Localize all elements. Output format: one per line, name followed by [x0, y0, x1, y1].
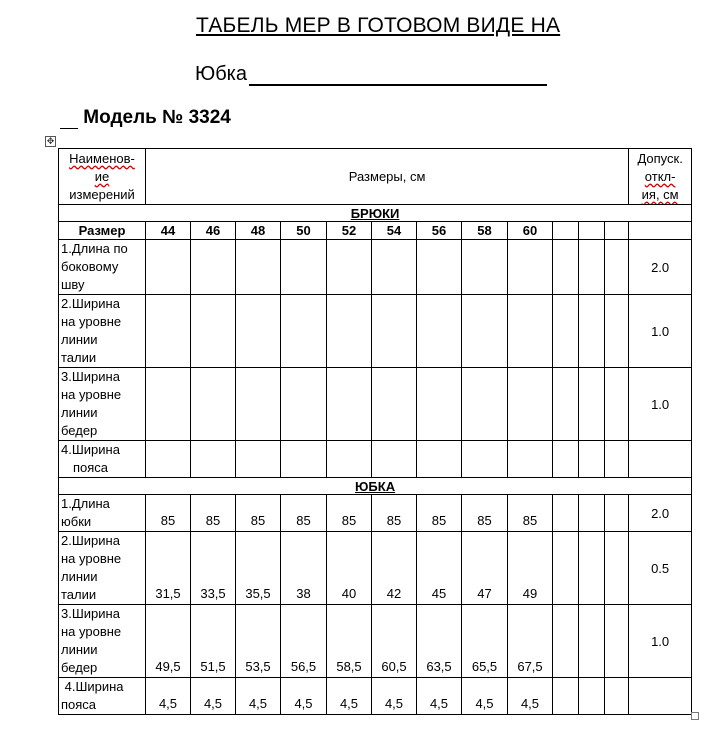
- size-cell: [605, 222, 629, 240]
- measurement-label-line: талии: [61, 350, 97, 365]
- measurement-label-line: бедер: [61, 423, 98, 438]
- value-cell: [605, 295, 629, 368]
- tolerance-cell: 0.5: [629, 532, 692, 605]
- table-move-handle-icon[interactable]: ✥: [46, 136, 55, 146]
- measurement-table: [58, 148, 692, 715]
- value-cell: [146, 295, 191, 368]
- value-cell: [281, 368, 327, 441]
- measurement-label-line: линии: [61, 332, 98, 347]
- value-cell: 85: [236, 495, 281, 532]
- value-cell: [553, 532, 579, 605]
- value-cell: [605, 240, 629, 295]
- value-cell: 33,5: [191, 532, 236, 605]
- size-cell: [579, 222, 605, 240]
- value-cell: [579, 678, 605, 715]
- header-tol-line: откл-: [644, 168, 676, 184]
- header-name-line: измерений: [69, 186, 135, 202]
- tolerance-cell: 1.0: [629, 605, 692, 678]
- value-cell: [508, 368, 553, 441]
- tolerance-header: [629, 149, 692, 205]
- table-row: [59, 678, 692, 715]
- value-cell: [605, 532, 629, 605]
- value-cell: [281, 295, 327, 368]
- tolerance-cell: 2.0: [629, 240, 692, 295]
- measurement-label-line: линии: [61, 405, 98, 420]
- value-cell: 51,5: [191, 605, 236, 678]
- value-cell: 42: [372, 532, 417, 605]
- header-tol-line: ия, см: [641, 186, 679, 202]
- model-heading: [60, 107, 231, 129]
- value-cell: 65,5: [462, 605, 508, 678]
- measurement-label-line: 4.Ширина: [61, 679, 124, 694]
- value-cell: 45: [417, 532, 462, 605]
- product-line: [195, 63, 547, 86]
- value-cell: [372, 441, 417, 478]
- value-cell: 31,5: [146, 532, 191, 605]
- value-cell: [146, 368, 191, 441]
- size-row-label: Размер: [59, 222, 146, 240]
- value-cell: [605, 441, 629, 478]
- measurement-label: [59, 368, 146, 441]
- table-row: [59, 295, 692, 368]
- value-cell: [146, 441, 191, 478]
- value-cell: [579, 240, 605, 295]
- measurement-label-line: шву: [61, 277, 85, 292]
- section-title-trousers: БРЮКИ: [59, 205, 692, 222]
- value-cell: 4,5: [281, 678, 327, 715]
- value-cell: [553, 295, 579, 368]
- measurement-label-line: 4.Ширина: [61, 442, 120, 457]
- value-cell: [605, 678, 629, 715]
- measurement-label: [59, 532, 146, 605]
- value-cell: 47: [462, 532, 508, 605]
- value-cell: 49: [508, 532, 553, 605]
- value-cell: [417, 240, 462, 295]
- value-cell: [462, 441, 508, 478]
- value-cell: [372, 240, 417, 295]
- measurement-label-line: на уровне: [61, 314, 122, 329]
- measurement-label-line: линии: [61, 642, 98, 657]
- section-row-skirt: [59, 478, 692, 495]
- value-cell: [462, 295, 508, 368]
- table-row: [59, 240, 692, 295]
- value-cell: [462, 368, 508, 441]
- value-cell: [605, 605, 629, 678]
- measurement-label-line: на уровне: [61, 551, 122, 566]
- size-cell: [553, 222, 579, 240]
- model-underline: [60, 110, 78, 129]
- value-cell: 85: [146, 495, 191, 532]
- value-cell: 4,5: [327, 678, 372, 715]
- model-number: Модель № 3324: [83, 107, 231, 128]
- value-cell: [236, 368, 281, 441]
- size-cell: 58: [462, 222, 508, 240]
- value-cell: [191, 441, 236, 478]
- value-cell: 85: [417, 495, 462, 532]
- value-cell: 4,5: [508, 678, 553, 715]
- value-cell: [579, 295, 605, 368]
- size-row: [59, 222, 692, 240]
- value-cell: [579, 532, 605, 605]
- value-cell: [579, 441, 605, 478]
- measurement-label: [59, 495, 146, 532]
- table-resize-handle[interactable]: [691, 712, 699, 720]
- measurement-label-line: талии: [61, 587, 97, 602]
- header-name-line: ие: [94, 168, 110, 184]
- value-cell: [553, 605, 579, 678]
- size-cell: 60: [508, 222, 553, 240]
- value-cell: [281, 240, 327, 295]
- tolerance-cell: 2.0: [629, 495, 692, 532]
- value-cell: [327, 441, 372, 478]
- size-tolerance-cell: [629, 222, 692, 240]
- document-title: ТАБЕЛЬ МЕР В ГОТОВОМ ВИДЕ НА: [196, 14, 561, 37]
- measurement-label: [59, 605, 146, 678]
- header-tol-line: Допуск.: [637, 150, 683, 166]
- table-row: [59, 441, 692, 478]
- measurement-label-line: 1.Длина: [61, 496, 110, 511]
- measurement-label-line: 1.Длина по: [61, 241, 128, 256]
- measurement-name-header: [59, 149, 146, 205]
- size-cell: 44: [146, 222, 191, 240]
- value-cell: 53,5: [236, 605, 281, 678]
- value-cell: 4,5: [372, 678, 417, 715]
- size-cell: 46: [191, 222, 236, 240]
- value-cell: [579, 495, 605, 532]
- value-cell: 85: [508, 495, 553, 532]
- measurement-label-line: боковому: [61, 259, 119, 274]
- value-cell: 85: [462, 495, 508, 532]
- header-name-line: Наименов-: [69, 150, 135, 166]
- value-cell: [462, 240, 508, 295]
- value-cell: [191, 240, 236, 295]
- value-cell: 56,5: [281, 605, 327, 678]
- measurement-label: [59, 240, 146, 295]
- value-cell: [508, 441, 553, 478]
- table-row: [59, 495, 692, 532]
- value-cell: [281, 441, 327, 478]
- size-cell: 52: [327, 222, 372, 240]
- table-row: [59, 532, 692, 605]
- value-cell: [236, 295, 281, 368]
- measurement-label-line: линии: [61, 569, 98, 584]
- value-cell: 4,5: [462, 678, 508, 715]
- measurement-label-line: 2.Ширина: [61, 533, 120, 548]
- value-cell: [236, 441, 281, 478]
- value-cell: 60,5: [372, 605, 417, 678]
- value-cell: 38: [281, 532, 327, 605]
- value-cell: 4,5: [146, 678, 191, 715]
- measurement-label-line: на уровне: [61, 624, 122, 639]
- size-cell: 56: [417, 222, 462, 240]
- value-cell: [579, 605, 605, 678]
- value-cell: [417, 441, 462, 478]
- fill-in-line: [249, 64, 547, 86]
- measurement-label-line: 3.Ширина: [61, 606, 120, 621]
- measurement-label: [59, 295, 146, 368]
- value-cell: [605, 495, 629, 532]
- value-cell: [508, 240, 553, 295]
- measurement-label-line: пояса: [61, 697, 97, 712]
- value-cell: [417, 368, 462, 441]
- value-cell: 49,5: [146, 605, 191, 678]
- measurement-label-line: бедер: [61, 660, 98, 675]
- measurement-label: [59, 441, 146, 478]
- value-cell: 85: [372, 495, 417, 532]
- measurement-label-line: 3.Ширина: [61, 369, 120, 384]
- value-cell: 85: [281, 495, 327, 532]
- value-cell: [417, 295, 462, 368]
- value-cell: 4,5: [191, 678, 236, 715]
- value-cell: [508, 295, 553, 368]
- table-row: [59, 368, 692, 441]
- tolerance-cell: [629, 441, 692, 478]
- tolerance-cell: 1.0: [629, 295, 692, 368]
- value-cell: [553, 678, 579, 715]
- value-cell: 58,5: [327, 605, 372, 678]
- value-cell: [553, 240, 579, 295]
- value-cell: [236, 240, 281, 295]
- measurement-label-line: 2.Ширина: [61, 296, 120, 311]
- value-cell: 63,5: [417, 605, 462, 678]
- section-row-trousers: [59, 205, 692, 222]
- value-cell: 85: [191, 495, 236, 532]
- value-cell: 40: [327, 532, 372, 605]
- value-cell: 85: [327, 495, 372, 532]
- tolerance-cell: 1.0: [629, 368, 692, 441]
- measurement-label: [59, 678, 146, 715]
- value-cell: [553, 368, 579, 441]
- value-cell: [327, 240, 372, 295]
- value-cell: [191, 368, 236, 441]
- tolerance-cell: [629, 678, 692, 715]
- product-name: Юбка: [195, 63, 247, 85]
- value-cell: [553, 495, 579, 532]
- size-cell: 54: [372, 222, 417, 240]
- measurement-label-line: юбки: [61, 514, 92, 529]
- value-cell: [146, 240, 191, 295]
- value-cell: 4,5: [236, 678, 281, 715]
- value-cell: 67,5: [508, 605, 553, 678]
- table-row: [59, 605, 692, 678]
- measurement-label-line: на уровне: [61, 387, 122, 402]
- value-cell: [553, 441, 579, 478]
- value-cell: [605, 368, 629, 441]
- value-cell: [372, 295, 417, 368]
- value-cell: 4,5: [417, 678, 462, 715]
- value-cell: [327, 368, 372, 441]
- value-cell: [579, 368, 605, 441]
- measurement-label-line: пояса: [73, 460, 109, 475]
- size-cell: 50: [281, 222, 327, 240]
- value-cell: [327, 295, 372, 368]
- value-cell: [191, 295, 236, 368]
- section-title-skirt: ЮБКА: [59, 478, 692, 495]
- table-header-row: [59, 149, 692, 205]
- value-cell: 35,5: [236, 532, 281, 605]
- value-cell: [372, 368, 417, 441]
- sizes-header: Размеры, см: [146, 149, 629, 205]
- size-cell: 48: [236, 222, 281, 240]
